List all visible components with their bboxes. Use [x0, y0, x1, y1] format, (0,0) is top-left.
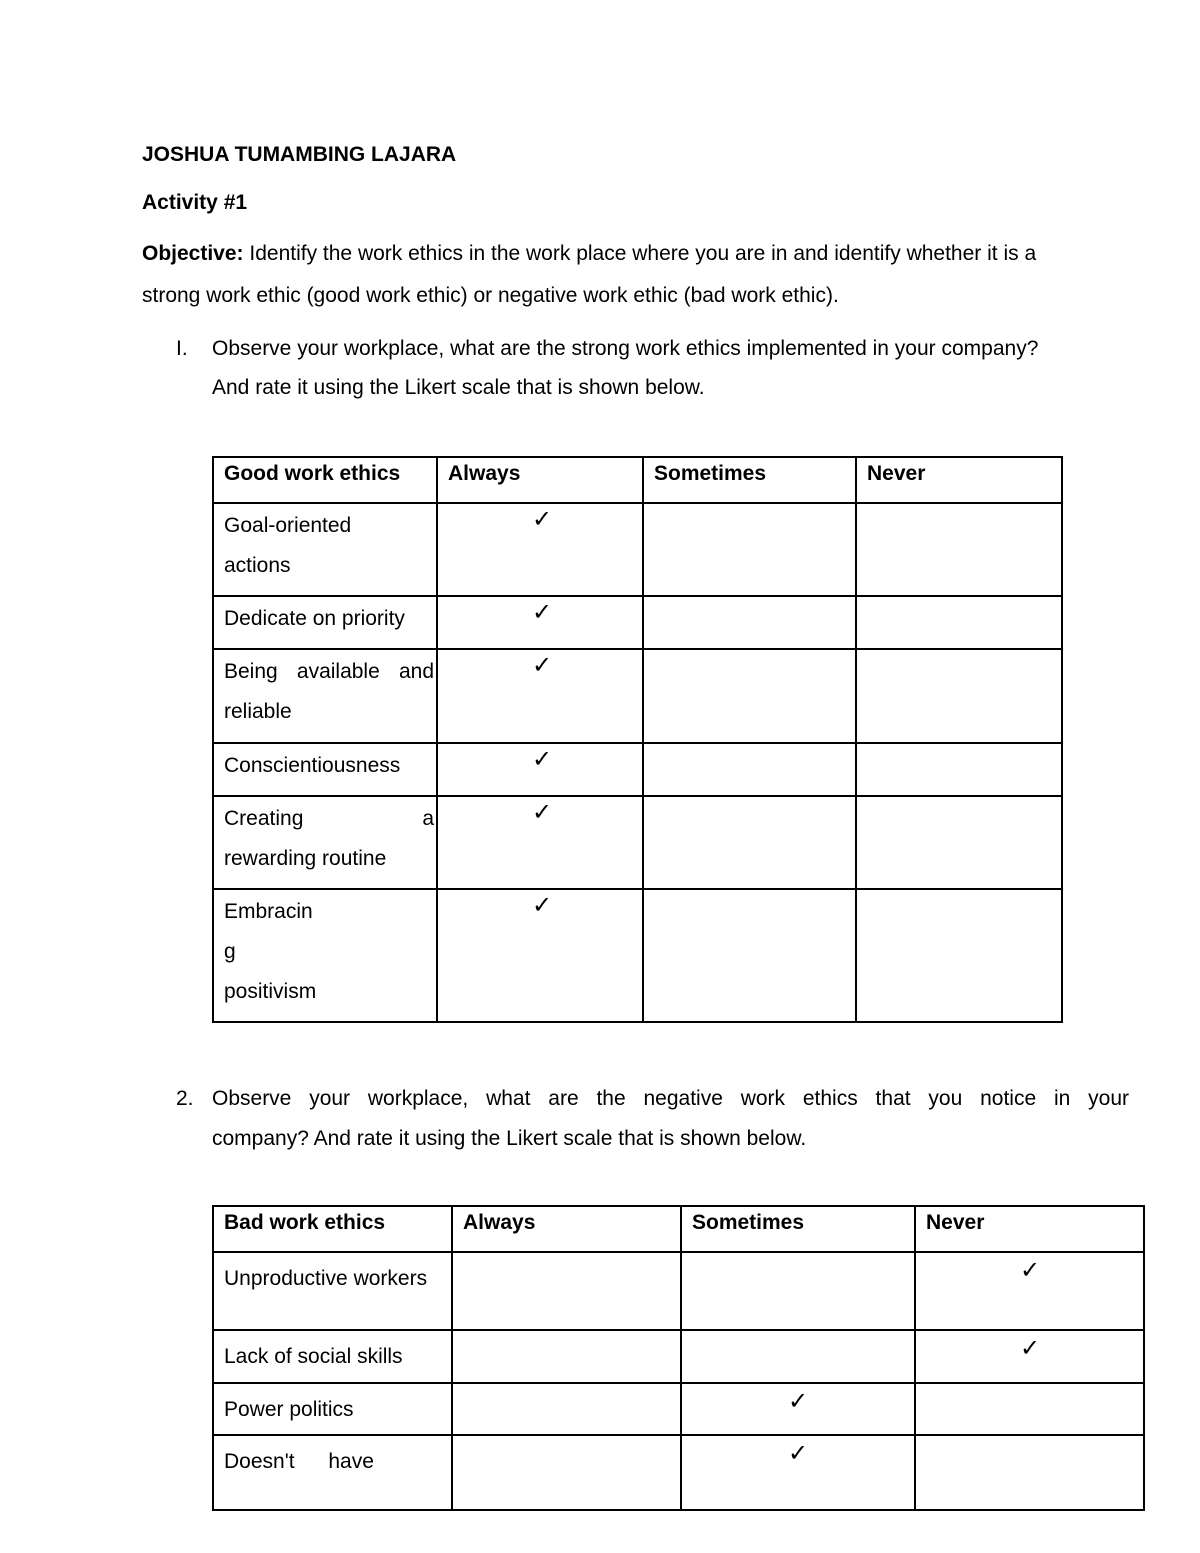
objective-text-1: Identify the work ethics in the work place where you are in and identify whether it is a [243, 242, 1037, 265]
sometimes-cell [681, 1330, 915, 1383]
header-cell: Sometimes [643, 457, 856, 503]
question-1-line-1: Observe your workplace, what are the strong work ethics implemented in your company? [212, 337, 1039, 360]
ethic-label-cell: Power politics [213, 1383, 452, 1435]
sometimes-cell [681, 1252, 915, 1330]
sometimes-cell [643, 889, 856, 1022]
always-cell [437, 889, 643, 1022]
sometimes-cell [681, 1435, 915, 1510]
always-cell [437, 503, 643, 596]
table-header-row [213, 457, 1062, 503]
header-cell: Never [915, 1206, 1144, 1252]
always-cell [437, 649, 643, 743]
ethic-label-cell: Dedicate on priority [213, 596, 437, 649]
activity-title: Activity #1 [142, 191, 248, 214]
table-row [213, 649, 1062, 743]
table-row [213, 596, 1062, 649]
objective-label: Objective: [142, 242, 244, 265]
header-cell: Always [437, 457, 643, 503]
student-name: JOSHUA TUMAMBING LAJARA [142, 143, 457, 166]
never-cell [915, 1330, 1144, 1383]
always-cell [452, 1330, 681, 1383]
table-row [213, 1252, 1144, 1330]
never-cell [915, 1383, 1144, 1435]
table-row [213, 1435, 1144, 1510]
never-cell [856, 796, 1062, 889]
header-cell: Bad work ethics [213, 1206, 452, 1252]
never-cell [856, 649, 1062, 743]
never-cell [856, 743, 1062, 796]
ethic-label-cell: Being available and reliable [213, 649, 437, 743]
check-mark-icon: ✓ [532, 599, 553, 626]
ethic-label-cell: Doesn't have [213, 1435, 452, 1510]
sometimes-cell [643, 796, 856, 889]
question-2-line-1: Observe your workplace, what are the negative work ethics that you notice in your [212, 1087, 1129, 1110]
table-row [213, 1383, 1144, 1435]
sometimes-cell [643, 649, 856, 743]
check-mark-icon: ✓ [532, 892, 553, 919]
check-mark-icon: ✓ [532, 746, 553, 773]
sometimes-cell [643, 503, 856, 596]
ethic-label-cell: Goal-oriented actions [213, 503, 437, 596]
table-row [213, 1330, 1144, 1383]
bad-work-ethics-table [212, 1205, 1145, 1511]
check-mark-icon: ✓ [788, 1388, 809, 1415]
good-work-ethics-table [212, 456, 1063, 1023]
always-cell [452, 1383, 681, 1435]
header-cell: Never [856, 457, 1062, 503]
check-mark-icon: ✓ [1020, 1257, 1041, 1284]
question-2-line-2: company? And rate it using the Likert scale that is shown below. [212, 1127, 807, 1150]
check-mark-icon: ✓ [532, 799, 553, 826]
check-mark-icon: ✓ [1020, 1335, 1041, 1362]
always-cell [452, 1252, 681, 1330]
header-cell: Sometimes [681, 1206, 915, 1252]
objective-line-2: strong work ethic (good work ethic) or negative work ethic (bad work ethic). [142, 284, 839, 307]
question-1-line-2: And rate it using the Likert scale that is shown below. [212, 376, 705, 399]
table-row [213, 743, 1062, 796]
always-cell [437, 743, 643, 796]
sometimes-cell [681, 1383, 915, 1435]
table-header-row [213, 1206, 1144, 1252]
always-cell [437, 596, 643, 649]
ethic-label-cell: Embracin g positivism [213, 889, 437, 1022]
ethic-label-cell: Lack of social skills [213, 1330, 452, 1383]
header-cell: Always [452, 1206, 681, 1252]
sometimes-cell [643, 596, 856, 649]
always-cell [452, 1435, 681, 1510]
question-2-number: 2. [176, 1087, 194, 1110]
ethic-label-cell: Creating a rewarding routine [213, 796, 437, 889]
header-cell: Good work ethics [213, 457, 437, 503]
objective-line-1 [142, 242, 1036, 266]
never-cell [856, 889, 1062, 1022]
ethic-label-cell: Unproductive workers [213, 1252, 452, 1330]
table-row [213, 796, 1062, 889]
never-cell [915, 1435, 1144, 1510]
ethic-label-cell: Conscientiousness [213, 743, 437, 796]
sometimes-cell [643, 743, 856, 796]
table-row [213, 503, 1062, 596]
check-mark-icon: ✓ [532, 652, 553, 679]
never-cell [856, 596, 1062, 649]
check-mark-icon: ✓ [788, 1440, 809, 1467]
check-mark-icon: ✓ [532, 506, 553, 533]
always-cell [437, 796, 643, 889]
table-row [213, 889, 1062, 1022]
never-cell [856, 503, 1062, 596]
question-1-number: I. [176, 337, 188, 360]
never-cell [915, 1252, 1144, 1330]
